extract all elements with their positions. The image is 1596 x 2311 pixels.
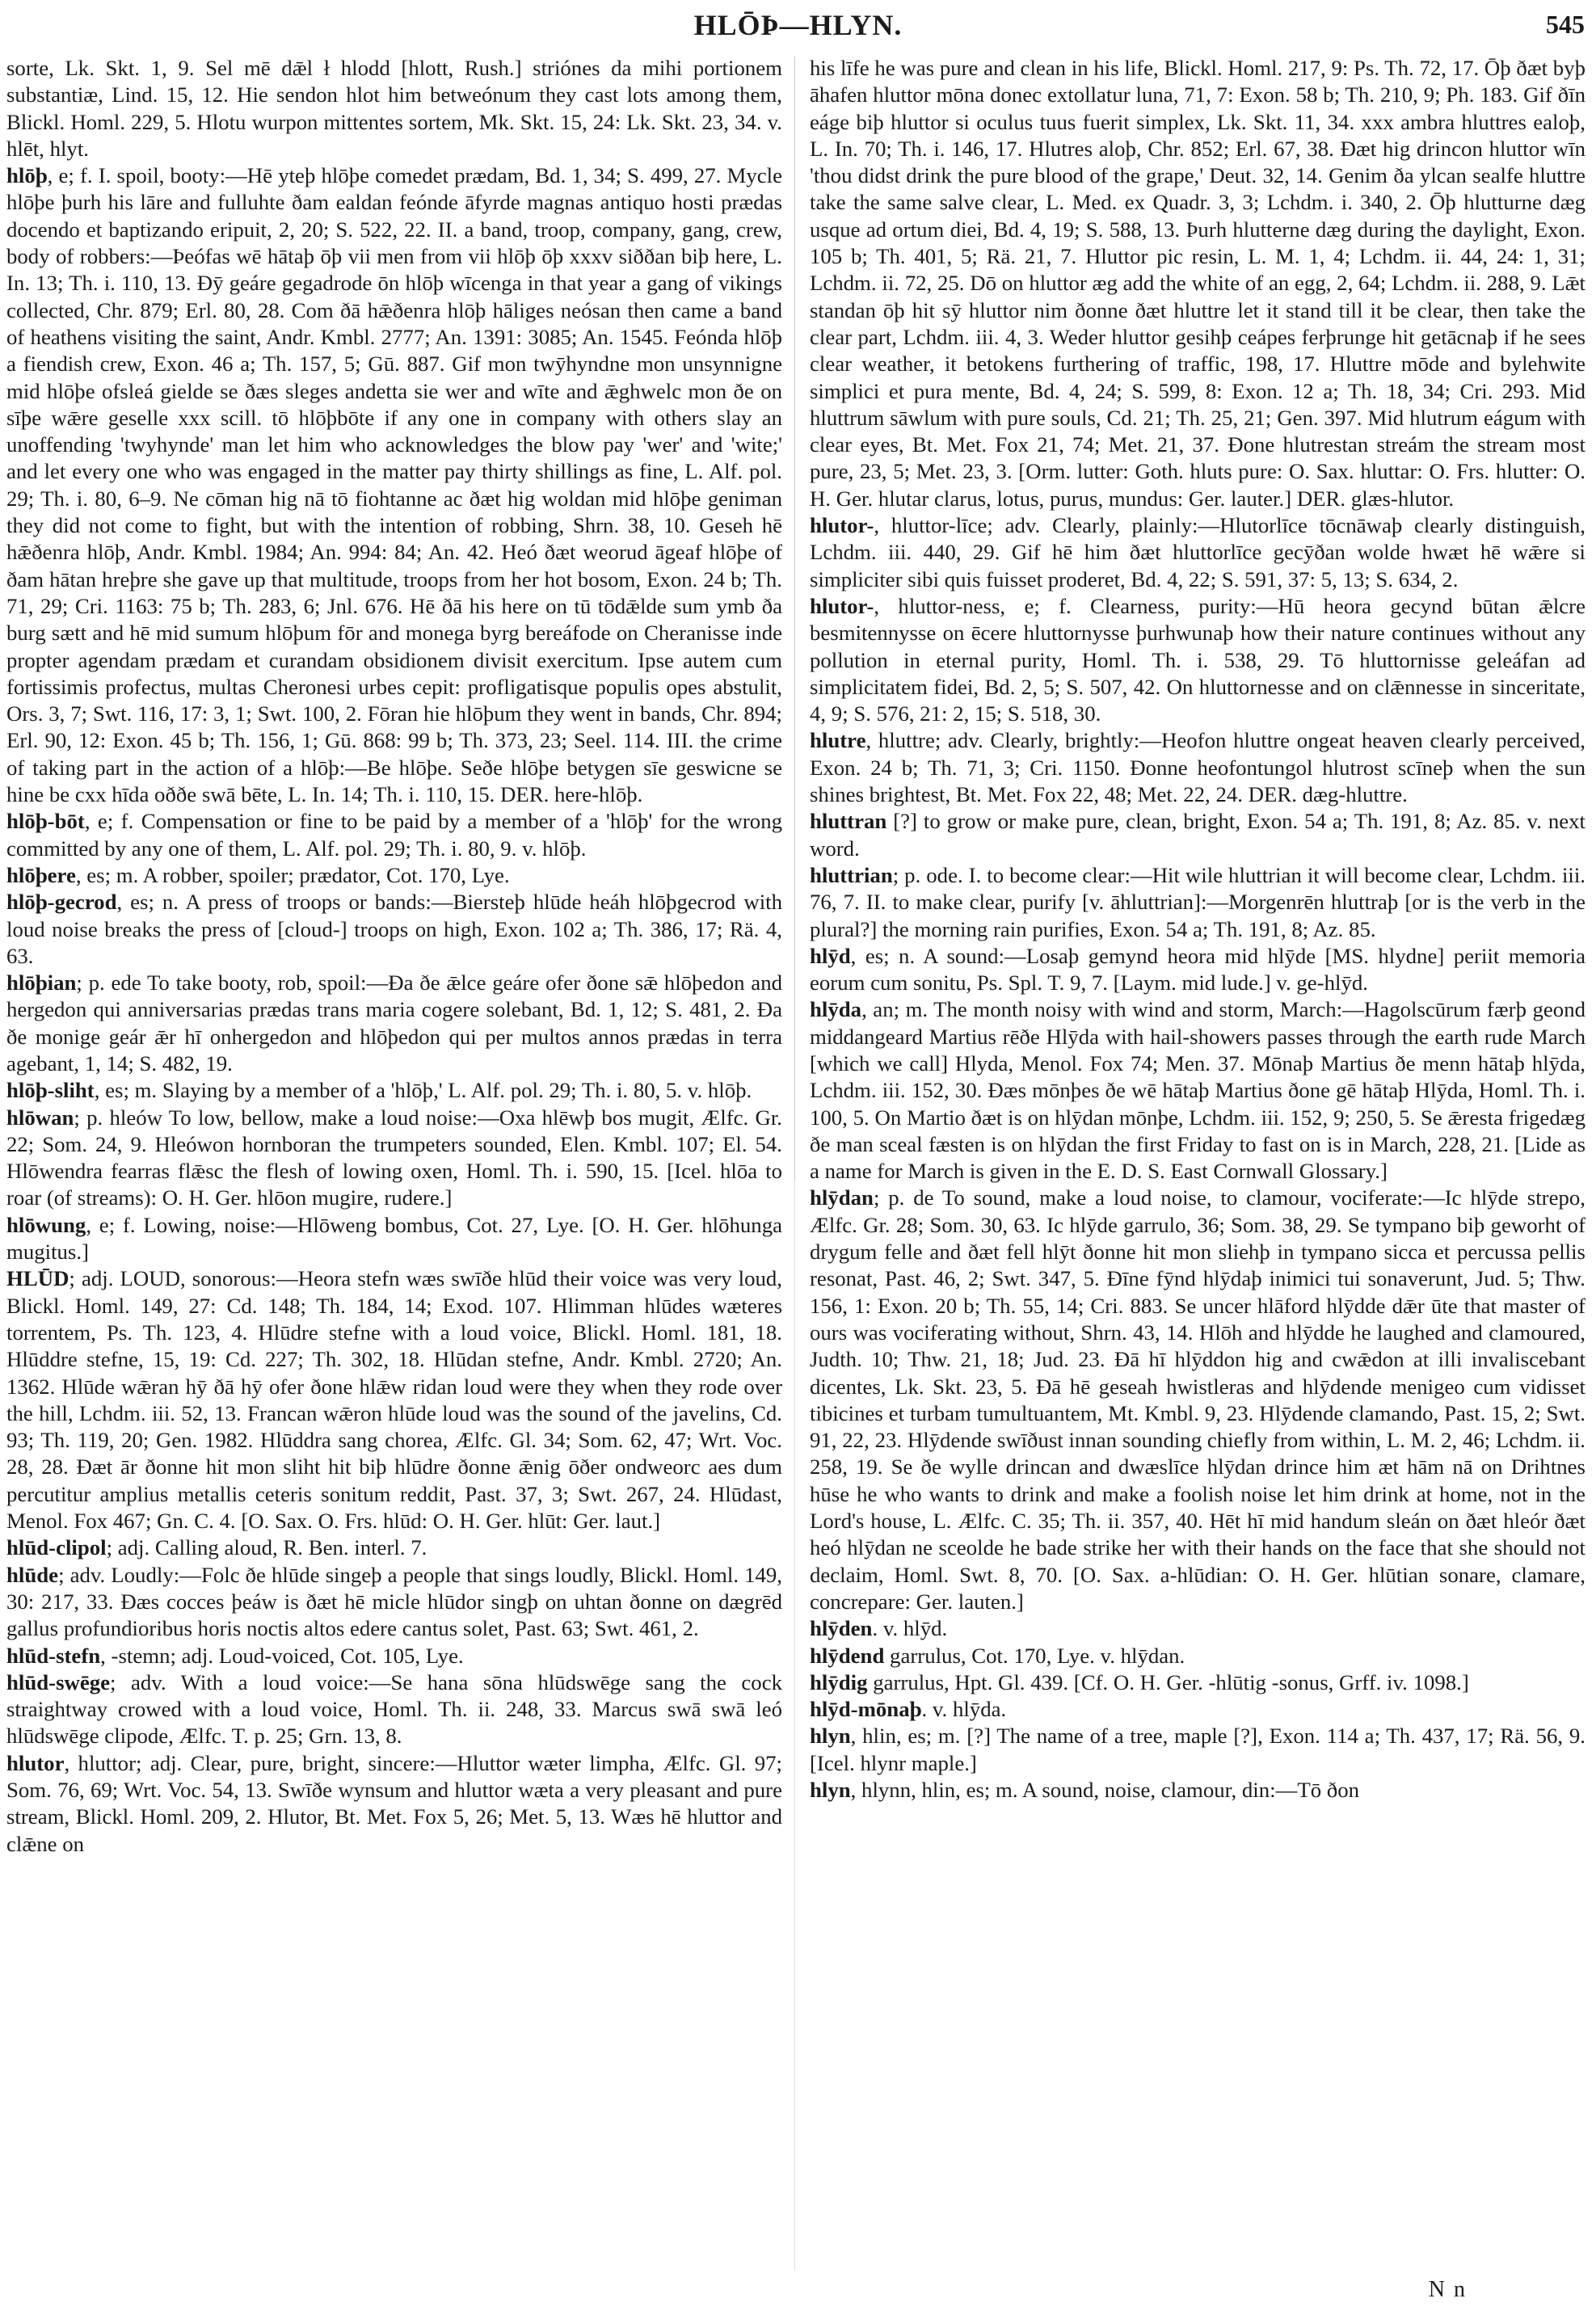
headword: hlōþ bbox=[6, 163, 48, 188]
dictionary-entry bbox=[810, 1777, 1585, 1804]
dictionary-entry bbox=[6, 970, 782, 1077]
entry-body: , hlin, es; m. [?] The name of a tree, maple [?], Exon. 114 a; Th. 437, 17; Rä. 56, 9. [Icel. hlynr maple.] bbox=[810, 1724, 1585, 1775]
headword: hlūd-swēge bbox=[6, 1669, 111, 1694]
signature-mark: N n bbox=[1428, 2277, 1467, 2302]
entry-body: sorte, Lk. Skt. 1, 9. Sel mē dǣl ł hlodd [hlott, Rush.] striónes da mihi portionem substantiæ, Lind. 15, 12. Hie sendon hlot him betweónum they cast lots among them, Blickl. Homl. 229, 5. Hlotu wurpon mittentes sortem, Mk. Skt. 15, 24: Lk. Skt. 23, 34. v. hlēt, hlyt. bbox=[6, 56, 782, 161]
dictionary-entry bbox=[810, 1696, 1585, 1723]
page-number: 545 bbox=[1546, 10, 1585, 39]
headword: hlȳda bbox=[810, 997, 862, 1022]
dictionary-entry bbox=[810, 1615, 1585, 1642]
headword: hlōþere bbox=[6, 862, 76, 887]
dictionary-entry bbox=[810, 996, 1585, 1185]
entry-body: , hlynn, hlin, es; m. A sound, noise, clamour, din:—Tō ðon bbox=[850, 1778, 1360, 1802]
dictionary-entry bbox=[6, 808, 782, 862]
headword: HLŪD bbox=[6, 1266, 69, 1291]
dictionary-entry bbox=[6, 1669, 782, 1750]
dictionary-entry bbox=[6, 889, 782, 970]
dictionary-entry bbox=[810, 862, 1585, 943]
headword: hlōþian bbox=[6, 970, 77, 996]
dictionary-entry bbox=[6, 1077, 782, 1104]
entry-body: , hluttre; adv. Clearly, brightly:—Heofon hluttre ongeat heaven clearly perceived, Exon. 24 b; Th. 71, 3; Cri. 1150. Ðonne heofontungol hlutrost scīneþ when the sun shines brightest, Bt. Met. Fox 22, 48; Met. 22, 24. DER. dæg-hluttre. bbox=[810, 728, 1585, 807]
entry-body: , es; m. A robber, spoiler; prædator, Cot. 170, Lye. bbox=[75, 862, 510, 887]
headword: hlōþ-sliht bbox=[6, 1078, 95, 1103]
running-head bbox=[0, 8, 1596, 40]
entry-body: , -stemn; adj. Loud-voiced, Cot. 105, Lye. bbox=[100, 1643, 464, 1668]
dictionary-entry bbox=[6, 1265, 782, 1534]
headword: hlutre bbox=[810, 728, 866, 753]
entry-body: , an; m. The month noisy with wind and storm, March:—Hagolscūrum færþ geond middangeard Martius rēðe Hlȳda with hail-showers passes through the earth rude March [which we call] Hlyda, Menol. Fox 74; Men. 37. Mōnaþ Martius ðe menn hātaþ hlȳda, Lchdm. iii. 152, 30. Ðæs mōnþes ðe wē hātaþ Martius ðone gē hātaþ Hlȳda, Homl. Th. i. 100, 5. On Martio ðæt is on hlȳdan mōnþe, Lchdm. iii. 152, 9; 250, 5. Se ǣresta frigedæg ðe man sceal fæsten is on hlȳdan the first Friday to fast on is in March, 228, 21. [Lide as a name for March is given in the E. D. S. East Cornwall Glossary.] bbox=[810, 997, 1585, 1184]
headword: hlȳden bbox=[810, 1616, 873, 1641]
headword: hlȳdig bbox=[810, 1669, 868, 1694]
column-divider-lower bbox=[794, 1180, 795, 2271]
headword: hlȳdan bbox=[810, 1185, 874, 1210]
dictionary-entry bbox=[810, 593, 1585, 727]
entry-body: . v. hlȳd. bbox=[872, 1616, 948, 1641]
right-column bbox=[810, 55, 1585, 2293]
entry-body: , es; n. A press of troops or bands:—Biersteþ hlūde heáh hlōþgecrod with loud noise breaks the press of [cloud-] troops on high, Exon. 102 a; Th. 386, 17; Rä. 4, 63. bbox=[6, 890, 782, 968]
entry-body: ; adj. LOUD, sonorous:—Heora stefn wæs swīðe hlūd their voice was very loud, Blickl. Homl. 149, 27: Cd. 148; Th. 184, 14; Exod. 107. Hlimman hlūdes wæteres torrentem, Ps. Th. 123, 4. Hlūdre stefne with a loud voice, Blickl. Homl. 181, 18. Hlūddre stefne, 15, 19: Cd. 227; Th. 302, 18. Hlūdan stefne, Andr. Kmbl. 2720; An. 1362. Hlūde wǣran hȳ ðā hȳ ofer ðone hlǣw ridan loud were they when they rode over the hill, Lchdm. iii. 52, 13. Francan wǣron hlūde loud was the sound of the javelins, Cd. 93; Th. 119, 20; Gen. 1982. Hlūddra sang chorea, Ælfc. Gl. 34; Som. 62, 47; Wrt. Voc. 28, 28. Ðæt ār ðonne hit mon sliht hit biþ hlūdre ðonne ǣnig ōðer ondweorc aes dum percutitur amplius metallis ceteris sonitum reddit, Past. 37, 3; Swt. 267, 24. Hlūdast, Menol. Fox 467; Gn. C. 4. [O. Sax. O. Frs. hlūd: O. H. Ger. hlūt: Ger. laut.] bbox=[6, 1266, 782, 1534]
headword: hlutor- bbox=[810, 593, 874, 618]
dictionary-entry bbox=[6, 1105, 782, 1212]
entry-body: , es; n. A sound:—Losaþ gemynd heora mid hlȳde [MS. hlydne] periit memoria eorum cum sonitu, Ps. Spl. T. 9, 7. [Laym. mid lude.] v. ge-hlȳd. bbox=[810, 943, 1585, 996]
headword: hlutor- bbox=[810, 513, 874, 538]
dictionary-entry bbox=[6, 1643, 782, 1669]
dictionary-entry bbox=[6, 162, 782, 808]
dictionary-entry bbox=[810, 1723, 1585, 1777]
column-divider bbox=[794, 57, 795, 1180]
dictionary-entry bbox=[810, 727, 1585, 808]
entry-body: , hluttor-ness, e; f. Clearness, purity:—Hū heora gecynd būtan ǣlcre besmitennysse on ēcere hluttornysse þurhwunaþ how their nature continues without any pollution in eternal purity, Homl. Th. i. 538, 29. Tō hluttornisse geleáfan ad simplicitatem fidei, Bd. 2, 5; S. 507, 42. On hluttornesse and on clǣnnesse in sinceritate, 4, 9; S. 576, 21: 2, 15; S. 518, 30. bbox=[810, 593, 1585, 726]
page-title: HLŌÞ—HLYN. bbox=[693, 9, 903, 41]
entry-body: his līfe he was pure and clean in his life, Blickl. Homl. 217, 9: Ps. Th. 72, 17. Ōþ ðæt byþ āhafen hluttor mōna donec extollatur luna, 71, 7: Exon. 58 b; Th. 210, 9; Ph. 183. Gif ðīn eáge biþ hluttor si oculus tuus fuerit simplex, Lk. Skt. 11, 34. xxx ambra hluttres ealoþ, L. In. 70; Th. i. 146, 17. Hlutres aloþ, Chr. 852; Erl. 67, 38. Ðæt hig drincon hluttor wīn 'thou didst drink the pure blood of the grape,' Deut. 32, 14. Genim ða ylcan sealfe hluttre take the same salve clear, L. Med. ex Quadr. 3, 3; Lchdm. i. 340, 2. Ōþ hlutturne dæg usque ad ortum diei, Bd. 4, 19; S. 588, 13. Þurh hlutterne dæg during the daylight, Exon. 105 b; Th. 401, 5; Rä. 21, 7. Hluttor pic resin, L. M. 1, 4; Lchdm. ii. 44, 24: 1, 31; Lchdm. ii. 72, 25. Dō on hluttor æg add the white of an egg, 2, 64; Lchdm. ii. 288, 9. Lǣt standan ōþ hit sȳ hluttor nim ðonne ðæt hluttre let it stand till it be clear, then take the clear part, Lchdm. iii. 4, 3. Weder hluttor gesihþ ceápes ferþrunge hit getācnaþ if he sees clear weather, it betokens furthering of traffic, 198, 17. Hluttre mōde and bylehwite simplici et pura mente, Bd. 4, 24; S. 599, 8: Exon. 12 a; Th. 18, 34; Cri. 293. Mid hluttrum sāwlum with pure souls, Cd. 21; Th. 25, 21; Gen. 397. Mid hlutrum eágum with clear eyes, Bt. Met. Fox 21, 74; Met. 21, 37. Ðone hlutrestan streám the stream most pure, 23, 5; Met. 23, 3. [Orm. lutter: Goth. hluts pure: O. Sax. hluttar: O. Frs. hlutter: O. H. Ger. hlutar clarus, lotus, purus, mundus: Ger. lauter.] DER. glæs-hlutor. bbox=[810, 56, 1585, 511]
headword: hluttrian bbox=[810, 862, 893, 887]
dictionary-entry bbox=[810, 1669, 1585, 1696]
headword: hluttran bbox=[810, 809, 887, 834]
dictionary-entry bbox=[810, 943, 1585, 997]
headword: hlōwan bbox=[6, 1105, 74, 1130]
entry-body: , es; m. Slaying by a member of a 'hlōþ,' L. Alf. pol. 29; Th. i. 80, 5. v. hlōþ. bbox=[94, 1078, 752, 1103]
entry-body: , hluttor; adj. Clear, pure, bright, sincere:—Hluttor wæter limpha, Ælfc. Gl. 97; Som. 76, 69; Wrt. Voc. 54, 13. Swīðe wynsum and hluttor wæta a very pleasant and pure stream, Blickl. Homl. 209, 2. Hlutor, Bt. Met. Fox 5, 26; Met. 5, 13. Wæs hē hluttor and clǣne on bbox=[6, 1750, 782, 1856]
entry-body: , e; f. I. spoil, booty:—Hē yteþ hlōþe comedet prædam, Bd. 1, 34; S. 499, 27. Mycle hlōþe þurh his lāre and fulluhte ðam ealdan feónde āfyrde magnas antiquo hosti prædas docendo et baptizando eripuit, 2, 20; S. 522, 22. II. a band, troop, company, gang, crew, body of robbers:—Þeófas wē hātaþ ōþ vii men from vii hlōþ ōþ xxxv siððan biþ here, L. In. 13; Th. i. 110, 13. Ðȳ geáre gegadrode ōn hlōþ wīcenga in that year a gang of vikings collected, Chr. 879; Erl. 80, 28. Com ðā hǣðenra hlōþ hāliges neósan then came a band of heathens visiting the saint, Andr. Kmbl. 2777; An. 1391: 3085; An. 1545. Feónda hlōþ a fiendish crew, Exon. 46 a; Th. 157, 5; Gū. 887. Gif mon twȳhyndne mon unsynnigne mid hlōþe ofsleá gielde se ðæs sleges andetta sie wer and wīte and ǣghwelc mon ðe on sīþe wǣre geselle xxx scill. tō hlōþbōte if any one in company with others slay an unoffending 'twyhynde' man let him who acknowledges the blow pay 'wer' and 'wite;' and let every one who was engaged in the matter pay thirty shillings as fine, L. Alf. pol. 29; Th. i. 80, 6–9. Ne cōman hig nā tō fiohtanne ac ðæt hig woldan mid hlōþe geniman they did not come to fight, but with the intention of robbing, Shrn. 38, 10. Geseh hē hǣðenra hlōþ, Andr. Kmbl. 1984; An. 994: 84; An. 42. Heó ðæt weorud āgeaf hlōþe of ðam hātan hreþre she gave up that multitude, troops from her hot bosom, Exon. 24 b; Th. 71, 29; Cri. 1163: 75 b; Th. 283, 6; Jnl. 676. Hē ðā his here on tū tōdǣlde sum ymb ða burg sætt and hē mid sumum hlōþum fōr and monega byrg bereáfode on Cheranisse inde propter agendam prædam et curandam obsidionem divisit exercitum. Ipse autem cum fortissimis profectus, multas Cheronesi urbes cepit: profligatisque populis opes abstulit, Ors. 3, 7; Swt. 116, 17: 3, 1; Swt. 100, 2. Fōran hie hlōþum they went in bands, Chr. 894; Erl. 90, 12: Exon. 45 b; Th. 156, 1; Gū. 868: 99 b; Th. 373, 23; Seel. 114. III. the crime of taking part in the action of a hlōþ:—Be hlōþe. Seðe hlōþe betygen sīe geswicne se hine be cxx hīda oððe swā bēte, L. In. 14; Th. i. 110, 15. DER. here-hlōþ. bbox=[6, 163, 782, 807]
entry-body: [?] to grow or make pure, clean, bright, Exon. 54 a; Th. 191, 8; Az. 85. v. next word. bbox=[810, 809, 1585, 861]
dictionary-entry bbox=[6, 1750, 782, 1858]
entry-body: ; p. ede To take booty, rob, spoil:—Ða ðe ǣlce geáre ofer ðone sǣ hlōþedon and hergedon qui anniversarias prædas trans maria cogere solebant, Bd. 1, 12; S. 481, 2. Ða ðe monige geár ǣr hī onhergedon and hlōþedon qui per multos annos prædas in terra agebant, 1, 14; S. 482, 19. bbox=[6, 970, 782, 1076]
entry-body: garrulus, Hpt. Gl. 439. [Cf. O. H. Ger. -hlūtig -sonus, Grff. iv. 1098.] bbox=[867, 1669, 1469, 1694]
headword: hlȳd bbox=[810, 943, 851, 968]
dictionary-entry bbox=[810, 1185, 1585, 1615]
headword: hlyn bbox=[810, 1778, 851, 1802]
entry-body: ; p. ode. I. to become clear:—Hit wile hluttrian it will become clear, Lchdm. iii. 76, 7. II. to make clear, purify [v. āhluttrian]:—Morgenrēn hluttraþ [or is the verb in the plural?] the morning rain purifies, Exon. 54 a; Th. 191, 8; Az. 85. bbox=[810, 862, 1585, 941]
headword: hlȳdend bbox=[810, 1643, 885, 1668]
entry-body: . v. hlȳda. bbox=[921, 1697, 1007, 1722]
entry-body: ; adv. With a loud voice:—Se hana sōna hlūdswēge sang the cock straightway crowed with a loud voice, Homl. Th. ii. 248, 33. Marcus swā swā leó hlūdswēge clipode, Ælfc. T. p. 25; Grn. 13, 8. bbox=[6, 1669, 782, 1749]
dictionary-entry bbox=[6, 862, 782, 889]
dictionary-entry bbox=[810, 55, 1585, 512]
headword: hlūde bbox=[6, 1562, 59, 1587]
entry-body: , e; f. Lowing, noise:—Hlōweng bombus, Cot. 27, Lye. [O. H. Ger. hlōhunga mugitus.] bbox=[6, 1212, 782, 1265]
entry-body: ; adv. Loudly:—Folc ðe hlūde singeþ a people that sings loudly, Blickl. Homl. 149, 30: 217, 33. Ðæs cocces þeáw is ðæt hē micle hlūdor singþ on uhtan ðonne on dægrēd gallus profundioribus horis noctis altos edere cantus solet, Past. 63; Swt. 461, 2. bbox=[6, 1562, 782, 1641]
entry-body: , e; f. Compensation or fine to be paid by a member of a 'hlōþ' for the wrong committed by any one of them, L. Alf. pol. 29; Th. i. 80, 9. v. hlōþ. bbox=[6, 809, 782, 861]
headword: hlȳd-mōnaþ bbox=[810, 1697, 922, 1722]
dictionary-entry bbox=[6, 55, 782, 162]
entry-body: , hluttor-līce; adv. Clearly, plainly:—Hlutorlīce tōcnāwaþ clearly distinguish, Lchdm. iii. 440, 29. Gif hē him ðæt hluttorlīce gecȳðan wolde hwæt hē wǣre si simpliciter sibi quis fuisset proderet, Bd. 4, 22; S. 591, 37: 5, 13; S. 634, 2. bbox=[810, 513, 1585, 591]
headword: hlutor bbox=[6, 1750, 65, 1775]
left-column bbox=[6, 55, 782, 2293]
entry-body: ; adj. Calling aloud, R. Ben. interl. 7. bbox=[106, 1535, 427, 1560]
dictionary-entry bbox=[810, 512, 1585, 593]
entry-body: garrulus, Cot. 170, Lye. v. hlȳdan. bbox=[884, 1643, 1185, 1668]
dictionary-entry bbox=[6, 1562, 782, 1643]
dictionary-entry bbox=[810, 1643, 1585, 1669]
headword: hlūd-stefn bbox=[6, 1643, 101, 1668]
headword: hlōþ-bōt bbox=[6, 809, 85, 834]
headword: hlōwung bbox=[6, 1212, 86, 1237]
entry-body: ; p. hleów To low, bellow, make a loud noise:—Oxa hlēwþ bos mugit, Ælfc. Gr. 22; Som. 24, 9. Hleówon hornboran the trumpeters sounded, Elen. Kmbl. 107; El. 54. Hlōwendra fearras flǣsc the flesh of lowing oxen, Homl. Th. i. 590, 15. [Icel. hlōa to roar (of streams): O. H. Ger. hlōon mugire, rudere.] bbox=[6, 1105, 782, 1210]
dictionary-entry bbox=[810, 808, 1585, 862]
headword: hlōþ-gecrod bbox=[6, 890, 117, 915]
dictionary-entry bbox=[6, 1212, 782, 1266]
dictionary-entry bbox=[6, 1534, 782, 1561]
entry-body: ; p. de To sound, make a loud noise, to clamour, vociferate:—Ic hlȳde strepo, Ælfc. Gr. 28; Som. 30, 63. Ic hlȳde garrulo, 36; Som. 38, 29. Se tympano biþ geworht of drygum felle and ðæt fell hlȳt ðonne hit mon sliehþ in tympano sicca et percussa pellis resonat, Past. 46, 2; Swt. 347, 5. Ðīne fȳnd hlȳdaþ inimici tui sonaverunt, Jud. 5; Thw. 156, 1: Exon. 20 b; Th. 55, 14; Cri. 883. Se uncer hlāford hlȳdde dǣr ūte that master of ours was vociferating without, Shrn. 43, 14. Hlōh and hlȳdde he laughed and clamoured, Judth. 10; Thw. 21, 18; Jud. 23. Ðā hī hlȳddon hig and cwǣdon at illi invaliscebant dicentes, Lk. Skt. 23, 5. Ðā hē geseah hwistleras and hlȳdende menigeo cum vidisset tibicines et turbam tumultuantem, Mt. Kmbl. 9, 23. Hlȳdende clamando, Past. 15, 2; Swt. 91, 22, 23. Hlȳdende swīðust innan sounding chiefly from within, L. M. 2, 46; Lchdm. ii. 258, 19. Se ðe wylle drincan and dwæslīce hlȳdan drince him æt hām nā on Drihtnes hūse he who wants to drink and make a foolish noise let him drink at home, not in the Lord's house, L. Ælfc. C. 35; Th. ii. 357, 40. Hēt hī mid handum sleán on ðæt hleór ðæt heó hlȳdan ne sceolde he bade strike her with their hands on the face that she should not declaim, Homl. Swt. 8, 70. [O. Sax. a-hlūdian: O. H. Ger. hlūtian sonare, clamare, concrepare: Ger. lauten.] bbox=[810, 1185, 1585, 1614]
headword: hlyn bbox=[810, 1724, 851, 1749]
headword: hlūd-clipol bbox=[6, 1535, 107, 1560]
